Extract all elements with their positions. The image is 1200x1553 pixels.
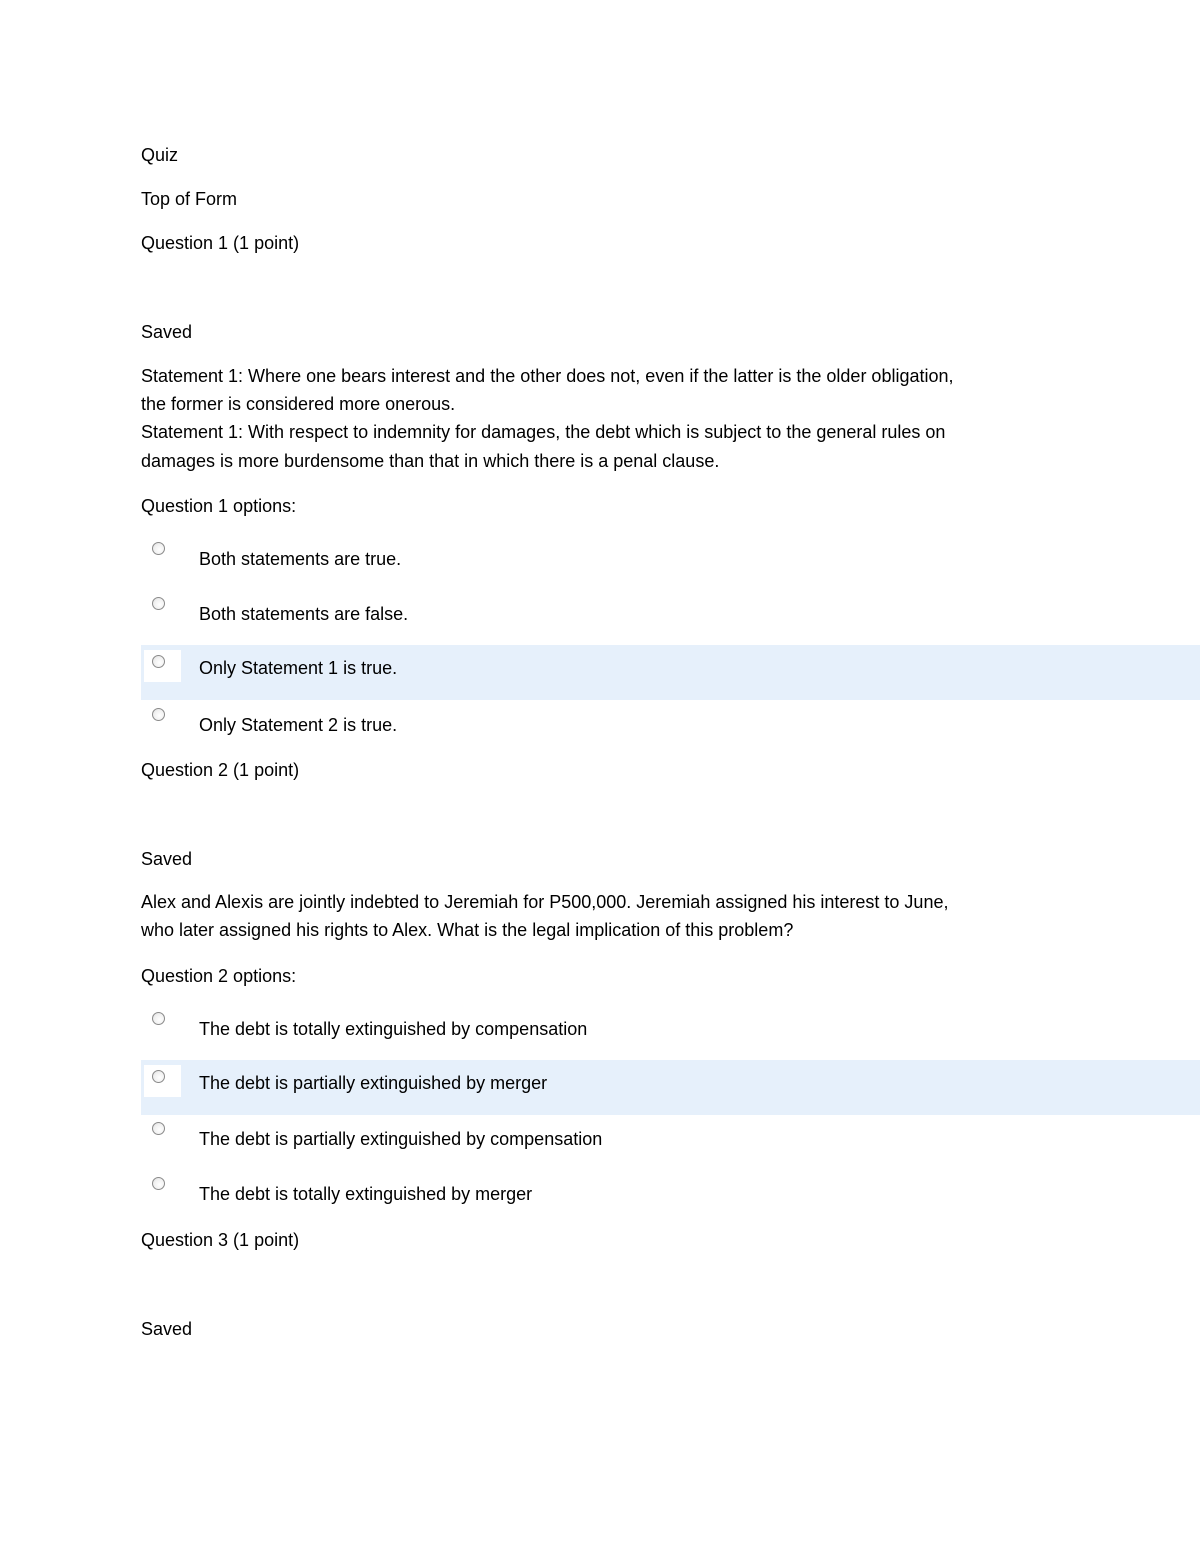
question-1-prompt-line: Statement 1: Where one bears interest and the other does not, even if the latter is the older obligation, — [141, 366, 954, 386]
radio-button-icon[interactable] — [152, 1012, 165, 1025]
question-1-option-highlighted[interactable] — [141, 645, 1200, 700]
option-label: Only Statement 1 is true. — [199, 658, 398, 678]
option-label: Both statements are false. — [199, 604, 409, 624]
radio-button-icon[interactable] — [152, 655, 165, 668]
question-3-header: Question 3 (1 point) — [141, 1230, 300, 1250]
radio-button-icon[interactable] — [152, 1122, 165, 1135]
question-1-header: Question 1 (1 point) — [141, 233, 300, 253]
question-1-prompt-line: the former is considered more onerous. — [141, 394, 456, 414]
question-2-option[interactable] — [141, 1112, 1200, 1167]
question-1-option[interactable] — [141, 587, 1200, 642]
question-1-options-label: Question 1 options: — [141, 496, 297, 516]
question-1-prompt-line: Statement 1: With respect to indemnity for damages, the debt which is subject to the general rules on — [141, 422, 946, 442]
question-2-header: Question 2 (1 point) — [141, 760, 300, 780]
radio-cell — [144, 592, 181, 624]
question-2-prompt-line: Alex and Alexis are jointly indebted to Jeremiah for P500,000. Jeremiah assigned his interest to June, — [141, 892, 949, 912]
question-1-prompt-line: damages is more burdensome than that in which there is a penal clause. — [141, 451, 720, 471]
radio-cell — [144, 537, 181, 569]
radio-cell — [144, 703, 181, 735]
question-1-option[interactable] — [141, 532, 1200, 587]
question-2-options-label: Question 2 options: — [141, 966, 297, 986]
option-label: The debt is partially extinguished by compensation — [199, 1129, 603, 1149]
option-label: Both statements are true. — [199, 549, 402, 569]
option-label: The debt is totally extinguished by merger — [199, 1184, 533, 1204]
option-label: Only Statement 2 is true. — [199, 715, 398, 735]
radio-cell — [144, 650, 181, 682]
quiz-title: Quiz — [141, 145, 179, 165]
radio-button-icon[interactable] — [152, 1070, 165, 1083]
question-2-option[interactable] — [141, 1167, 1200, 1222]
radio-button-icon[interactable] — [152, 1177, 165, 1190]
question-1-option[interactable] — [141, 698, 1200, 753]
radio-button-icon[interactable] — [152, 597, 165, 610]
question-3-saved-status: Saved — [141, 1319, 193, 1339]
radio-button-icon[interactable] — [152, 708, 165, 721]
radio-cell — [144, 1172, 181, 1204]
radio-cell — [144, 1117, 181, 1149]
question-2-option-highlighted[interactable] — [141, 1060, 1200, 1115]
question-2-saved-status: Saved — [141, 849, 193, 869]
option-label: The debt is partially extinguished by merger — [199, 1073, 548, 1093]
radio-cell — [144, 1007, 181, 1039]
top-of-form-marker: Top of Form — [141, 189, 238, 209]
question-2-prompt-line: who later assigned his rights to Alex. What is the legal implication of this problem? — [141, 920, 794, 940]
radio-cell — [144, 1065, 181, 1097]
option-label: The debt is totally extinguished by compensation — [199, 1019, 588, 1039]
radio-button-icon[interactable] — [152, 542, 165, 555]
question-1-saved-status: Saved — [141, 322, 193, 342]
question-2-option[interactable] — [141, 1002, 1200, 1057]
